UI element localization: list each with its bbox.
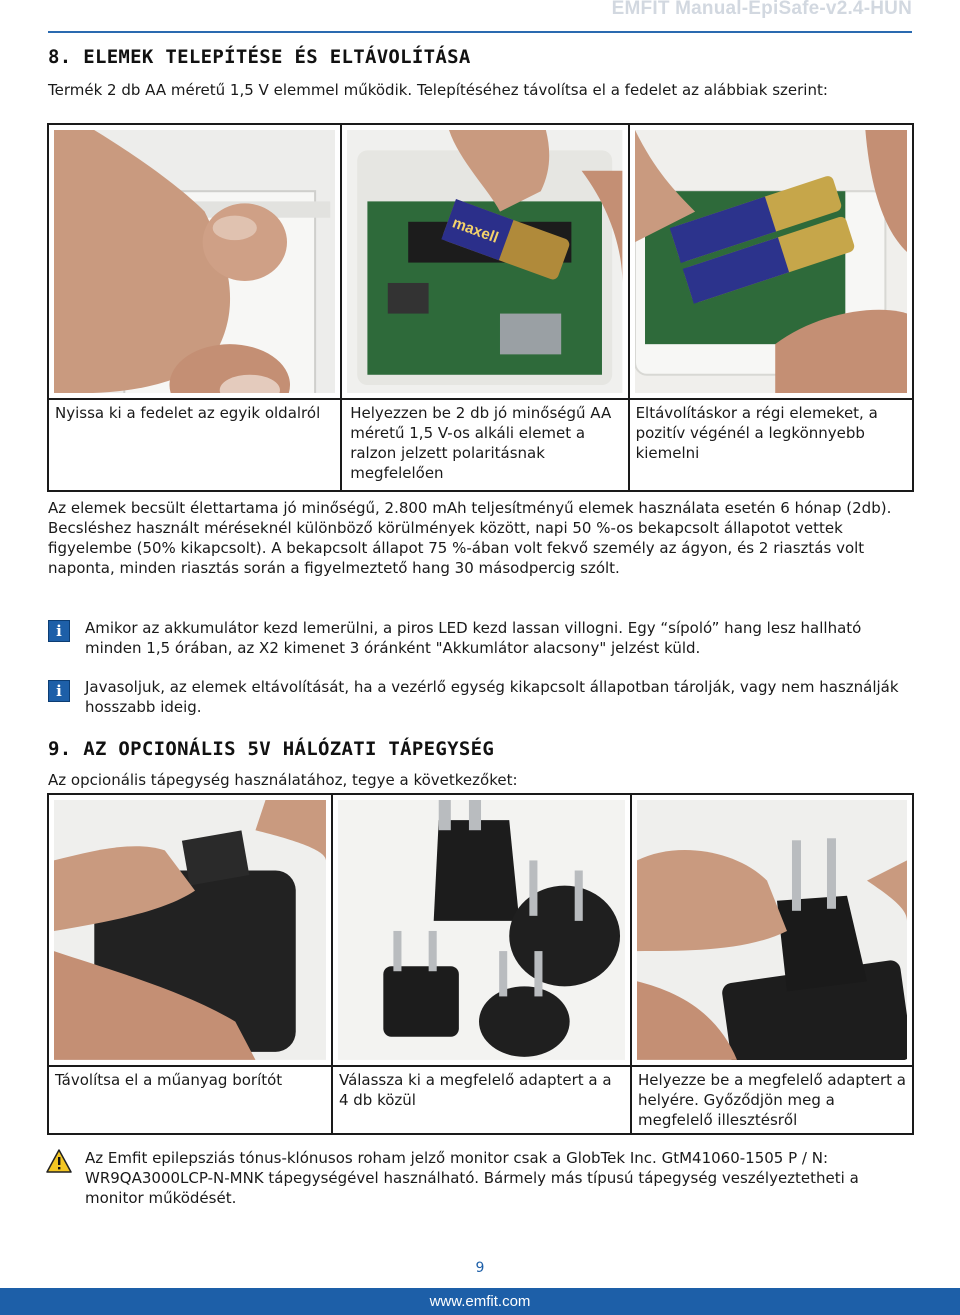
section-8-heading: 8. ELEMEK TELEPÍTÉSE ÉS ELTÁVOLÍTÁSA: [48, 46, 471, 68]
photo-choose-adapter: [338, 800, 625, 1060]
power-supply-warning: Az Emfit epilepsziás tónus-klónusos roham jelző monitor csak a GlobTek Inc. GtM41060-1505 P / N: WR9QA3000LCP-N-MNK tápegységével használható. Bármely más típusú tápegység veszélyeztetheti a monitor működését.: [85, 1149, 859, 1207]
photo-insert-batteries: [347, 130, 622, 393]
photo-cell-remove-cover: [48, 794, 332, 1066]
caption-choose-adapter: Válassza ki a megfelelő adaptert a a 4 db közül: [332, 1066, 631, 1134]
photo-remove-cover: [54, 800, 326, 1060]
caption-insert-adapter: Helyezze be a megfelelő adaptert a helyére. Győződjön meg a megfelelő illesztésről: [631, 1066, 913, 1134]
section-9-heading: 9. AZ OPCIONÁLIS 5V HÁLÓZATI TÁPEGYSÉG: [48, 738, 495, 760]
power-supply-steps-table: [47, 793, 914, 1135]
battery-steps-table: [47, 123, 914, 492]
battery-brand-label: maxell: [450, 214, 501, 247]
photo-cell-insert-adapter: [631, 794, 913, 1066]
photo-cell-open-lid: [48, 124, 341, 399]
photo-open-lid: [54, 130, 335, 393]
caption-remove-cover: Távolítsa el a műanyag borítót: [48, 1066, 332, 1134]
photo-cell-insert-batteries: [341, 124, 628, 399]
section-9-intro: Az opcionális tápegység használatához, tegye a következőket:: [48, 771, 518, 789]
warning-icon: [46, 1149, 72, 1173]
caption-open-lid: Nyissa ki a fedelet az egyik oldalról: [48, 399, 341, 491]
caption-remove-batteries: Eltávolításkor a régi elemeket, a pozitív végénél a legkönnyebb kiemelni: [629, 399, 913, 491]
info-icon: i: [48, 680, 70, 702]
caption-insert-batteries: Helyezzen be 2 db jó minőségű AA méretű 1,5 V-os alkáli elemet a ralzon jelzett polaritásnak megfelelően: [341, 399, 628, 491]
section-8-intro: Termék 2 db AA méretű 1,5 V elemmel működik. Telepítéséhez távolítsa el a fedelet az alábbiak szerint:: [48, 81, 828, 99]
info-icon: i: [48, 620, 70, 642]
footer-url[interactable]: www.emfit.com: [0, 1288, 960, 1315]
photo-insert-adapter: [637, 800, 907, 1060]
photo-remove-batteries: [635, 130, 907, 393]
header-divider: [48, 31, 912, 33]
storage-note: Javasoljuk, az elemek eltávolítását, ha a vezérlő egység kikapcsolt állapotban tárolják, vagy nem használják hosszabb ideig.: [85, 678, 899, 716]
battery-life-text: Az elemek becsült élettartama jó minőségű, 2.800 mAh teljesítményű elemek használata esetén 6 hónap (2db). Becsléshez használt méréseknél különböző körülmények között, napi 50 %-os bekapcsolt állapotot vettek figyelembe (50% kikapcsolt). A bekapcsolt állapot 75 %-ában volt fekvő személy az ágyon, és 2 riasztás volt naponta, minden riasztás során a figyelmeztető hang 30 másodpercig szólt.: [48, 499, 892, 577]
document-header-title: EMFIT Manual-EpiSafe-v2.4-HUN: [611, 0, 912, 19]
page-number: 9: [475, 1260, 485, 1276]
photo-cell-choose-adapter: [332, 794, 631, 1066]
low-battery-note: Amikor az akkumulátor kezd lemerülni, a piros LED kezd lassan villogni. Egy “sípoló” hang lesz hallható minden 1,5 órában, az X2 kimenet 3 óránként "Akkumlátor alacsony" jelzést küld.: [85, 619, 862, 657]
photo-cell-remove-batteries: [629, 124, 913, 399]
